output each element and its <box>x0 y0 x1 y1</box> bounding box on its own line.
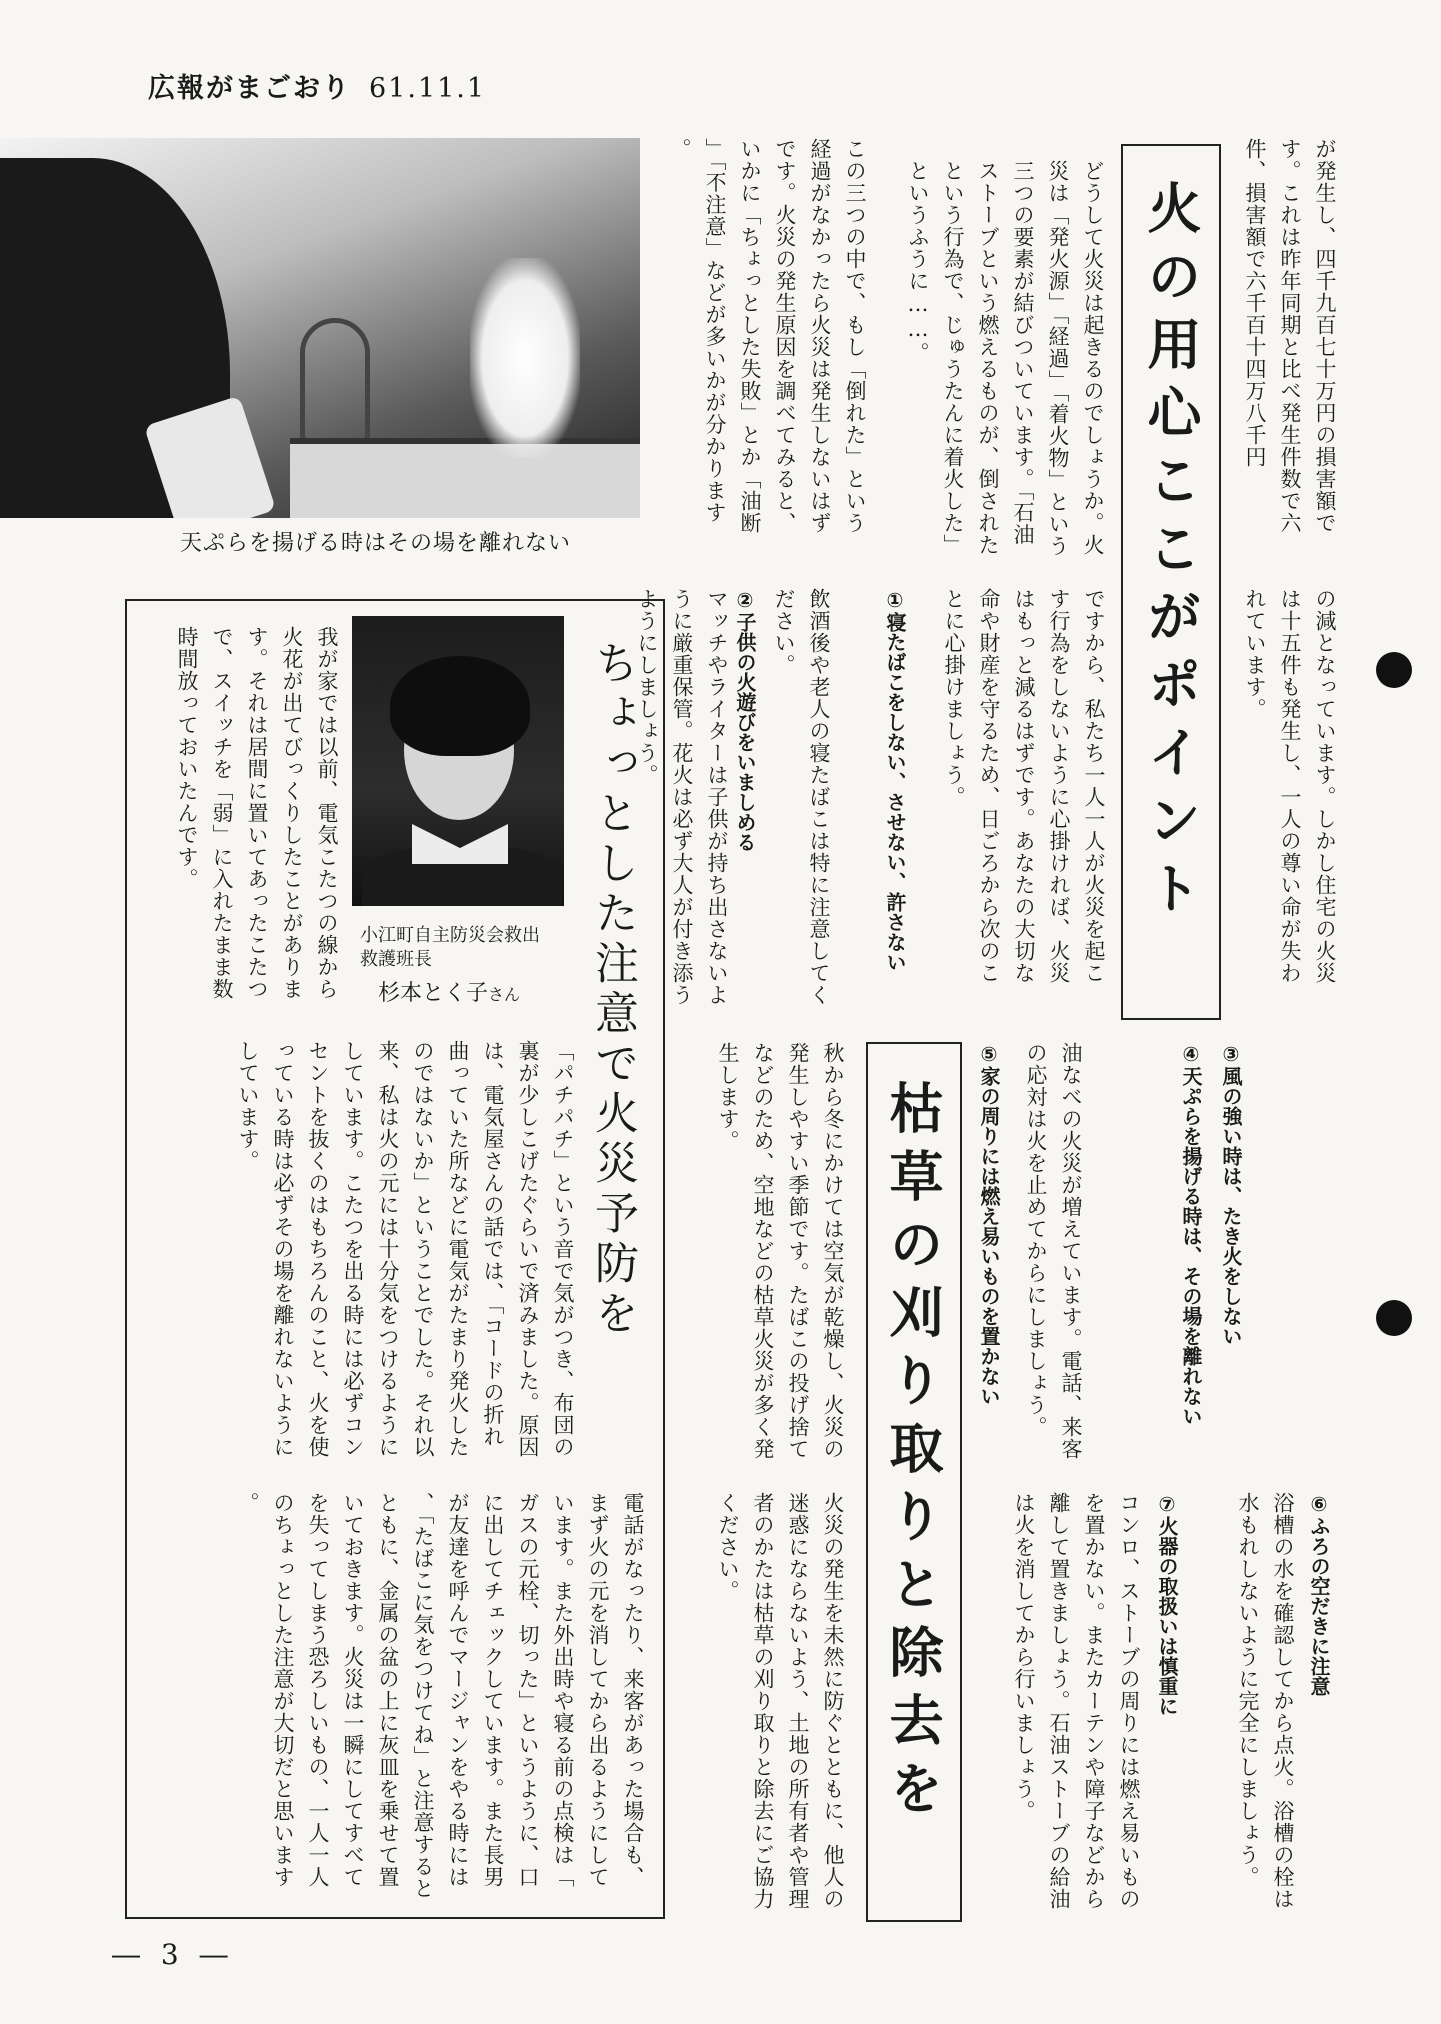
point-number: ① <box>883 588 907 612</box>
point-heading: 火器の取扱いは慎重に <box>1155 1516 1179 1716</box>
interviewee-honorific: さん <box>488 985 521 1004</box>
grass-paragraph-2: 火災の発生を未然に防ぐとともに、他人の迷惑にならないよう、土地の所有者や管理者のかたは枯草の刈り取りと除去にご協力ください。 <box>716 1492 845 1910</box>
interview-title: ちょっとした注意で火災予防を <box>587 640 638 1340</box>
point-2-heading-wrap <box>635 588 760 1008</box>
point-number: ② <box>733 588 757 612</box>
point-7 <box>1148 1492 1182 1912</box>
interview-paragraph-2: 「パチパチ」という音で気がつき、布団の裏が少しこげたぐらいで済みました。原因は、電気屋さんの話では、「コードの折れ曲っていた所などに電気がたまり発火したのではないか」ということでした。それ以来、私は火の元には十分気をつけるようにしています。こたつを出る時には必ずコンセントを抜くのはもちろんのこと、火を使っている時は必ずその場を離れないようにしています。 <box>236 1040 575 1458</box>
point-number: ⑦ <box>1155 1492 1179 1516</box>
point-heading: 天ぷらを揚げる時は、その場を離れない <box>1179 1066 1203 1426</box>
interviewee-organization: 小江町自主防災会救出救護班長 <box>360 925 540 970</box>
point-text: マッチやライターは子供が持ち出さないように厳重保管。花火は必ず大人が付き添うようにしましょう。 <box>635 588 729 1006</box>
interviewee-photo <box>352 616 564 906</box>
point-heading: 子供の火遊びをいましめる <box>733 612 757 852</box>
grass-paragraph-1: 秋から冬にかけては空気が乾燥し、火災の発生しやすい季節です。たばこの投げ捨てなどのため、空地などの枯草火災が多く発生します。 <box>716 1042 845 1460</box>
interview-paragraph-3: 電話がなったり、来客があった場合も、まず火の元を消してから出るようにしています。また外出時や寝る前の点検は「ガスの元栓、切った」というように、口に出してチェックしています。また長男が友達を呼んでマージャンをやる時には、「たばこに気をつけてね」と注意するとともに、金属の盆の上に灰皿を乗せて置いておきます。火災は一瞬にしてすべてを失ってしまう恐ろしいもの、一人一人のちょっとした注意が大切だと思います。 <box>236 1492 645 1900</box>
tempura-photo <box>0 138 640 518</box>
point-number: ⑤ <box>977 1042 1001 1066</box>
issue-date: 61.11.1 <box>369 73 487 104</box>
interview-paragraph-1: 我が家では以前、電気こたつの線から火花が出てびっくりしたことがあります。それは居間に置いてあったこたつで、スイッチを「弱」に入れたまま数時間放っておいたんです。 <box>175 626 339 1000</box>
interviewee-name-line <box>378 976 520 1007</box>
point-7-text: コンロ、ストーブの周りには燃え易いものを置かない。またカーテンや障子などから離して置きましょう。石油ストーブの給油は火を消してから行いましょう。 <box>1012 1492 1141 1910</box>
intro-paragraph-3: どうして火災は起きるのでしょうか。火災は「発火源」「経過」「着火物」という三つの要素が結びついています。「石油ストーブという燃えるものが、倒されたという行為で、じゅうたんに着火した」というふうに……。 <box>906 160 1105 557</box>
point-4-text: 油なべの火災が増えています。電話、来客の応対は火を止めてからにしましょう。 <box>1024 1042 1083 1460</box>
intro-paragraph-5: ですから、私たち一人一人が火災を起こす行為をしないように心掛ければ、火災はもっと減るはずです。あなたの大切な命や財産を守るため、日ごろから次のことに心掛けましょう。 <box>942 588 1106 984</box>
point-heading: 寝たばこをしない、させない、許さない <box>883 612 907 972</box>
point-number: ⑥ <box>1307 1492 1331 1516</box>
intro-paragraph-1: が発生し、四千九百七十万円の損害額です。これは昨年同期と比べ発生件数で六件、損害額で六千百十四万八千円 <box>1243 138 1337 534</box>
point-2-continuation <box>1282 1042 1362 1462</box>
photo-caption: 天ぷらを揚げる時はその場を離れない <box>180 531 572 556</box>
main-title: 火の用心ここがポイント <box>1139 180 1202 928</box>
point-1 <box>760 588 910 1008</box>
point-6-text: 浴槽の水を確認してから点火。浴槽の栓は水もれしないように完全にしましょう。 <box>1236 1492 1295 1910</box>
point-5 <box>966 1042 1004 1462</box>
page-number: ― 3 ― <box>112 1938 234 1971</box>
publication-title: 広報がまごおり <box>148 73 351 104</box>
point-number: ③ <box>1219 1042 1243 1066</box>
point-heading: 家の周りには燃え易いものを置かない <box>977 1066 1001 1406</box>
interviewee-name: 杉本とく子 <box>378 981 489 1006</box>
point-6 <box>1300 1492 1334 1912</box>
bullet-dot <box>1376 1300 1412 1336</box>
page-header <box>148 66 486 105</box>
grass-title: 枯草の刈り取りと除去を <box>881 1080 944 1828</box>
points-row-2 <box>1086 1042 1362 1462</box>
point-text: 飲酒後や老人の寝たばこは特に注意してください。 <box>772 588 831 1006</box>
intro-paragraph-4: この三つの中で、もし「倒れた」という経過がなかったら火災は発生しないはずです。火災の発生原因を調べてみると、いかに「ちょっとした失敗」とか「油断」「不注意」などが多いかが分かります。 <box>668 138 867 534</box>
point-heading: ふろの空だきに注意 <box>1307 1516 1331 1696</box>
bullet-dot <box>1376 652 1412 688</box>
point-heading: 風の強い時は、たき火をしない <box>1219 1066 1243 1346</box>
point-number: ④ <box>1179 1042 1203 1066</box>
intro-paragraph-2: の減となっています。しかし住宅の火災は十五件も発生し、一人の尊い命が失われています。 <box>1243 588 1337 984</box>
